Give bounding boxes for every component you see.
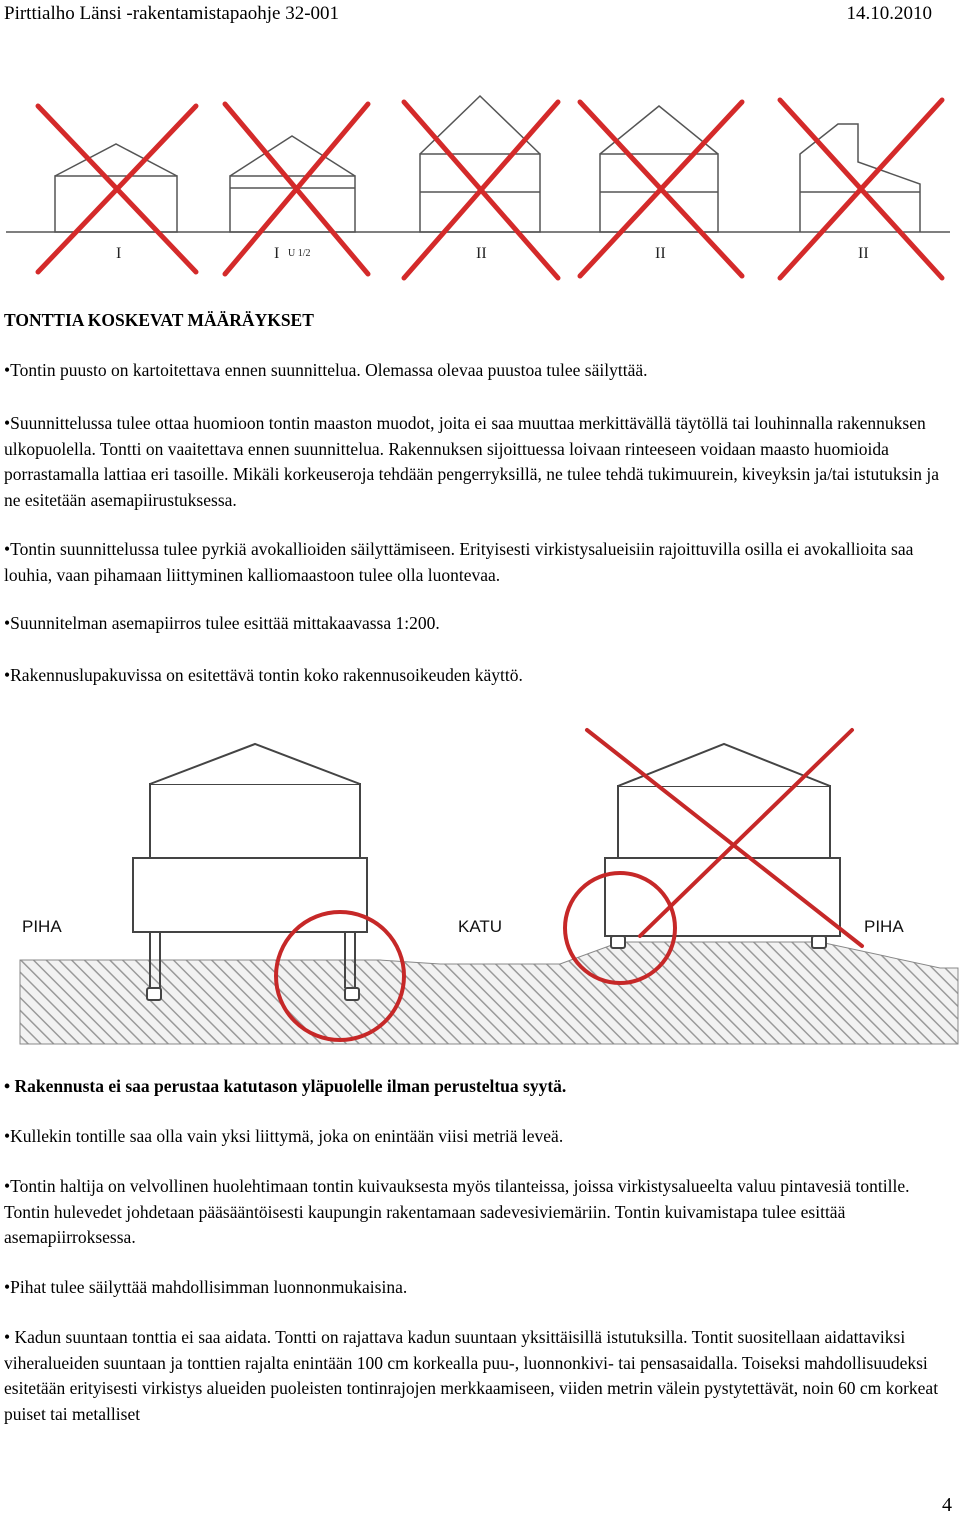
- building-profile-4: [600, 106, 718, 232]
- paragraph-4: •Suunnitelman asemapiirros tulee esittää mittakaavassa 1:200.: [4, 613, 440, 633]
- foundation-level-figure: [0, 724, 960, 1050]
- paragraph-6: • Rakennusta ei saa perustaa katutason yläpuolelle ilman perusteltua syytä.: [4, 1076, 567, 1096]
- figure1-label-2-sub: U 1/2: [288, 248, 311, 259]
- header-date: 14.10.2010: [846, 3, 932, 24]
- building-profile-3: [420, 96, 540, 232]
- paragraph-10: • Kadun suuntaan tonttia ei saa aidata. Tontti on rajattava kadun suuntaan yksittäisillä istutuksilla. Tontit suositellaan aidattaviksi viheralueiden suuntaan ja tonttien rajalta enintään 100 cm korkealla puu-, luonnonkivi- tai pensasaidalla. Toiseksi mahdollisuudeksi esitetään erityisesti virkistys alueiden puoleisten tontinrajojen merkkaamiseen, viiden metrin välein pystytettävät, noin 60 cm korkeat puiset tai metalliset: [4, 1327, 939, 1424]
- label-piha-left: PIHA: [22, 917, 62, 936]
- paragraph-7: •Kullekin tontille saa olla vain yksi liittymä, joka on enintään viisi metriä leveä.: [4, 1126, 564, 1146]
- figure1-label-5: II: [858, 245, 869, 262]
- paragraph-1: •Tontin puusto on kartoitettava ennen suunnittelua. Olemassa olevaa puustoa tulee säilyttää.: [4, 360, 648, 380]
- figure1-label-3: II: [476, 245, 487, 262]
- figure1-label-2: I: [274, 245, 280, 262]
- building-profiles-figure: [0, 84, 960, 284]
- figure1-label-4: II: [655, 245, 666, 262]
- paragraph-2: •Suunnittelussa tulee ottaa huomioon tontin maaston muodot, joita ei saa muuttaa merkittävällä täytöllä tai louhinnalla rakennuksen ulkopuolella. Tontti on vaaitettava ennen suunnittelua. Rakennuksen sijoittuessa loivaan rinteeseen voidaan maasto huomioida porrastamalla lattiaa eri tasoille. Mikäli korkeuseroja tehdään pengerryksillä, ne tulee tehdä tukimuurein, kiveyksin ja/tai istutuksin ja ne esitetään asemapiirustuksessa.: [4, 413, 939, 510]
- label-piha-right: PIHA: [864, 917, 904, 936]
- figure1-label-1: I: [116, 245, 122, 262]
- header-title: Pirttialho Länsi -rakentamistapaohje 32-001: [4, 3, 340, 24]
- page-number: 4: [942, 1494, 952, 1516]
- label-katu: KATU: [458, 917, 503, 936]
- paragraph-5: •Rakennuslupakuvissa on esitettävä tontin koko rakennusoikeuden käyttö.: [4, 665, 523, 685]
- paragraph-8: •Tontin haltija on velvollinen huolehtimaan tontin kuivauksesta myös tilanteissa, joissa virkistysalueelta valuu pintavesiä tontille. Tontin hulevedet johdetaan pääsääntöisesti kaupungin rakentamaan sadevesiviemäriin. Tontin kuivamistapa tulee esittää asemapiirroksessa.: [4, 1176, 910, 1247]
- paragraph-3: •Tontin suunnittelussa tulee pyrkiä avokallioiden säilyttämiseen. Erityisesti virkistysalueisiin rajoittuvilla osilla ei avokallioita saa louhia, vaan pihamaan liittyminen kalliomaastoon tulee olla luontevaa.: [4, 539, 914, 585]
- paragraph-9: •Pihat tulee säilyttää mahdollisimman luonnonmukaisina.: [4, 1277, 408, 1297]
- section-title: TONTTIA KOSKEVAT MÄÄRÄYKSET: [4, 310, 314, 330]
